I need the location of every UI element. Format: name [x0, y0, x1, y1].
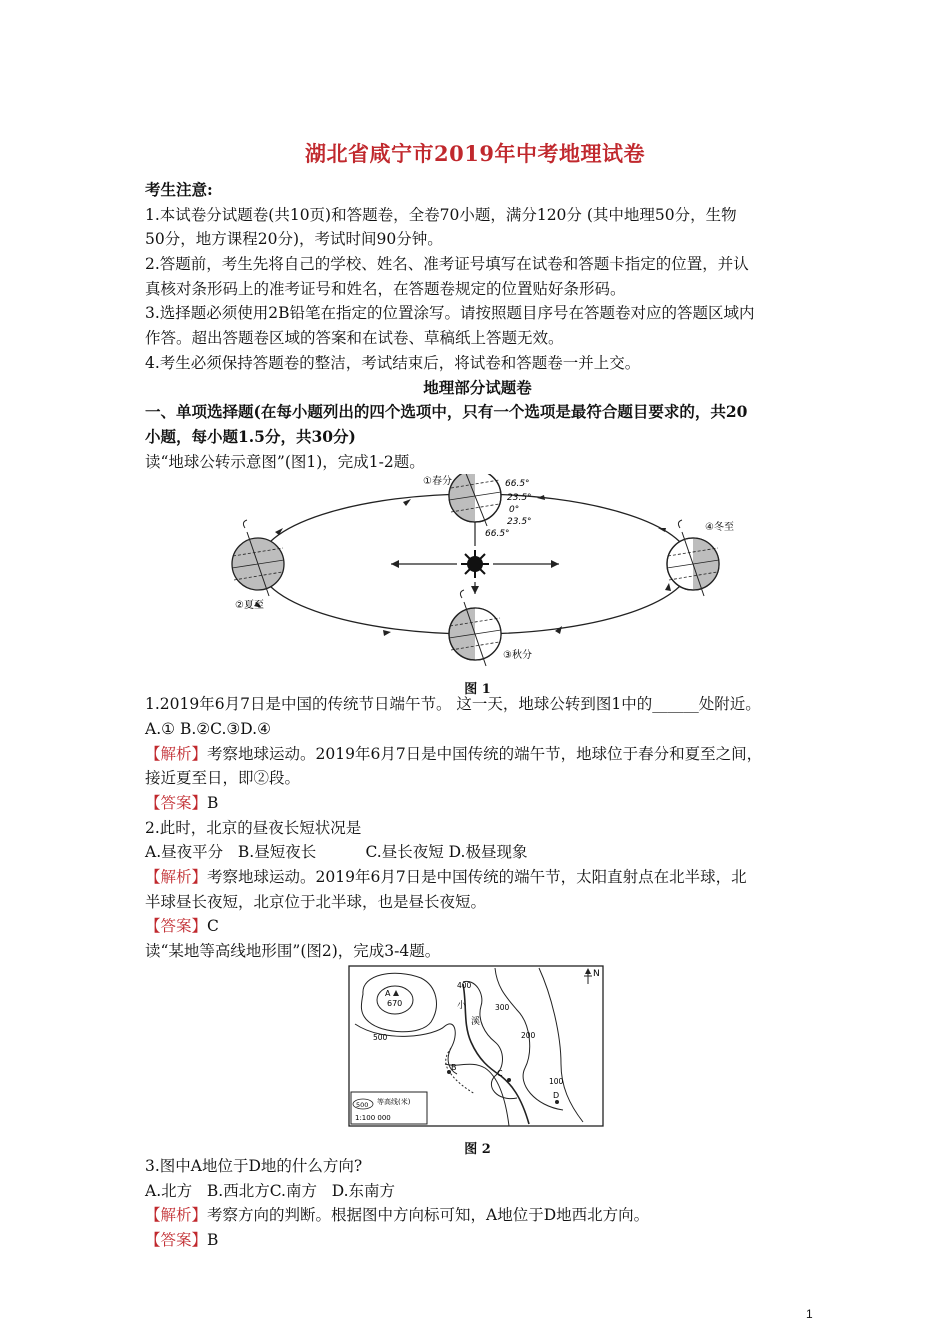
question-2-options: A.昼夜平分 B.昼短夜长 C.昼长夜短 D.极昼现象	[145, 843, 528, 862]
orbit-arrow-icon	[403, 499, 411, 506]
label-angle: 66.5°	[485, 529, 510, 540]
map-scale: 1:100 000	[355, 1113, 391, 1122]
question-1-stem: 1.2019年6月7日是中国的传统节日端午节。 这一天，地球公转到图1中的______处附近。	[145, 695, 761, 714]
notice-line: 2.答题前，考生先将自己的学校、姓名、准考证号填写在试卷和答题卡指定的位置，并认	[145, 255, 749, 274]
analysis-text: 考察地球运动。2019年6月7日是中国传统的端午节，地球位于春分和夏至之间，	[207, 744, 763, 763]
river-label: 小	[457, 1000, 467, 1011]
contour-label: 400	[457, 980, 472, 990]
question-2-stem: 2.此时，北京的昼夜长短状况是	[145, 818, 362, 837]
peak-label: A	[385, 988, 391, 998]
contour-label: 500	[373, 1032, 388, 1042]
question-1-answer	[145, 791, 810, 816]
answer-value: C	[207, 917, 219, 936]
question-3-options: A.北方 B.西北方C.南方 D.东南方	[145, 1181, 396, 1200]
point-c-marker	[507, 1078, 511, 1082]
orbit-arrow-icon	[665, 583, 671, 591]
label-angle: 0°	[509, 505, 520, 516]
earth-autumn	[449, 590, 501, 666]
contour-label: 200	[521, 1030, 536, 1040]
label-summer: ②夏至	[235, 600, 264, 612]
page-title: 湖北省咸宁市2019年中考地理试卷	[305, 141, 645, 166]
label-angle: 23.5°	[507, 493, 532, 504]
question-3-analysis	[145, 1203, 810, 1228]
river-label: 溪	[471, 1016, 481, 1027]
answer-value: B	[207, 794, 219, 812]
notice-line: 作答。超出答题卷区域的答案和在试卷、草稿纸上答题无效。	[145, 329, 564, 348]
ray-arrow-icon	[391, 560, 399, 568]
question-2-answer	[145, 914, 810, 939]
orbit-arrow-icon	[555, 626, 562, 634]
read-instruction-1: 读“地球公转示意图”(图1)，完成1-2题。	[145, 452, 425, 471]
label-angle: 23.5°	[507, 517, 532, 528]
notice-line: 3.选择题必须使用2B铅笔在指定的位置涂写。请按照题目序号在答题卷对应的答题区域内	[145, 304, 755, 323]
label-winter: ④冬至	[705, 522, 734, 534]
notice-line: 50分，地方课程20分)，考试时间90分钟。	[145, 230, 443, 249]
analysis-text: 考察地球运动。2019年6月7日是中国传统的端午节，太阳直射点在北半球，北	[207, 868, 747, 887]
north-label: N	[593, 968, 600, 979]
section-intro: 一、单项选择题(在每小题列出的四个选项中，只有一个选项是最符合题目要求的，共20	[145, 402, 748, 422]
notice-line: 1.本试卷分试题卷(共10页)和答题卷，全卷70小题，满分120分 (其中地理50分，生物	[145, 205, 737, 224]
earth-spring	[449, 474, 501, 526]
contour-label: 300	[495, 1002, 510, 1012]
analysis-text: 接近夏至日，即②段。	[145, 769, 301, 788]
legend-text: 等高线(米)	[377, 1097, 411, 1106]
read-instruction-2: 读“某地等高线地形围”(图2)，完成3-4题。	[145, 942, 441, 961]
point-label: C	[497, 1068, 503, 1078]
figure-1-caption: 图 1	[464, 681, 491, 697]
question-3-answer	[145, 1228, 810, 1253]
question-1-analysis	[145, 742, 810, 767]
orbit-arrow-icon	[275, 528, 283, 535]
notice-line: 4.考生必须保持答题卷的整洁，考试结束后，将试卷和答题卷一并上交。	[145, 353, 641, 372]
notice-heading: 考生注意:	[145, 180, 213, 199]
ray-arrow-icon	[471, 586, 479, 594]
question-3-stem: 3.图中A地位于D地的什么方向?	[145, 1156, 363, 1175]
legend-value: 500	[356, 1100, 369, 1109]
answer-value: B	[207, 1230, 219, 1249]
analysis-tag: 【解析】	[145, 1206, 208, 1225]
analysis-text: 考察方向的判断。根据图中方向标可知，A地位于D地西北方向。	[207, 1206, 650, 1225]
orbit-arrow-icon	[537, 495, 545, 500]
analysis-tag: 【解析】	[145, 744, 208, 763]
figure-earth-revolution	[145, 474, 810, 697]
question-1-options: A.① B.②C.③D.④	[145, 719, 271, 738]
label-spring: ①春分	[423, 476, 452, 488]
section-intro: 小题，每小题1.5分，共30分)	[145, 426, 356, 446]
label-angle: 66.5°	[505, 479, 530, 490]
figure-2-caption: 图 2	[464, 1141, 491, 1157]
point-label: D	[553, 1090, 560, 1100]
page-number: 1	[806, 1307, 813, 1321]
analysis-text: 半球昼长夜短，北京位于北半球，也是昼长夜短。	[145, 892, 487, 911]
orbit-arrow-icon	[658, 528, 666, 532]
point-label: B	[451, 1062, 457, 1072]
answer-tag: 【答案】	[145, 794, 208, 812]
answer-tag: 【答案】	[145, 917, 208, 936]
section-title: 地理部分试题卷	[423, 377, 532, 397]
analysis-tag: 【解析】	[145, 868, 208, 887]
point-d-marker	[555, 1100, 559, 1104]
peak-value: 670	[387, 998, 403, 1008]
contour-label: 100	[549, 1076, 564, 1086]
ray-arrow-icon	[551, 560, 559, 568]
document-body	[145, 178, 810, 1253]
question-2-analysis	[145, 865, 810, 890]
figure-contour-map	[145, 964, 810, 1157]
notice-line: 真核对条形码上的准考证号和姓名，在答题卷规定的位置贴好条形码。	[145, 279, 626, 298]
orbit-arrow-icon	[383, 630, 391, 636]
label-autumn: ③秋分	[503, 650, 532, 662]
earth-revolution-diagram	[145, 474, 810, 670]
sun-icon	[461, 550, 489, 578]
answer-tag: 【答案】	[145, 1230, 208, 1249]
contour-map-diagram	[145, 964, 810, 1130]
